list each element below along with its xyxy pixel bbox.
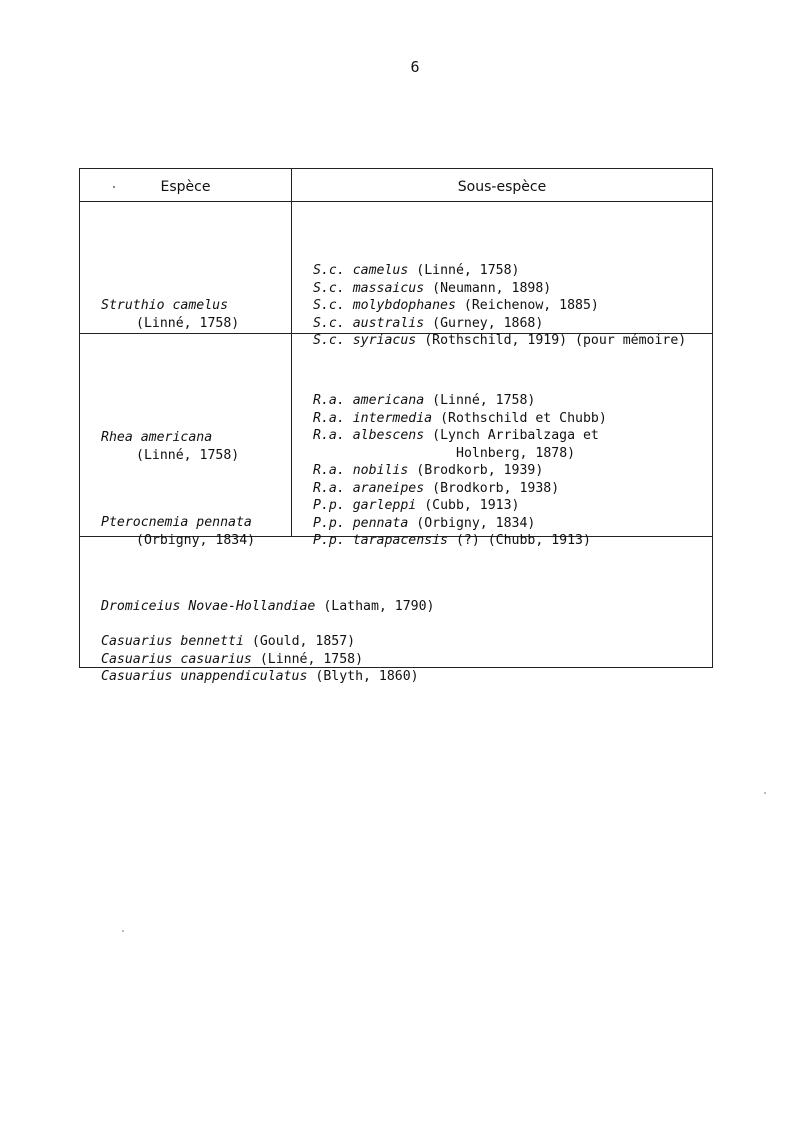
subspecies-name: nobilis <box>352 463 409 478</box>
subspecies-name: araneipes <box>352 480 425 496</box>
species-author: (Linné, 1758) <box>136 447 240 463</box>
header-subspecies: Sous-espèce <box>457 179 547 195</box>
species-row <box>101 668 434 686</box>
subspecies-author: (?) (Chubb, 1913) <box>455 533 591 548</box>
page-number: 6 <box>410 58 420 76</box>
subspecies-name: australis <box>352 315 425 331</box>
species-author: (Blyth, 1860) <box>315 669 419 684</box>
species-author: (Linné, 1758) <box>136 315 240 331</box>
species-author: (Gould, 1857) <box>251 634 356 649</box>
spacer <box>101 616 434 634</box>
subspecies-author: (Brodkorb, 1939) <box>416 463 544 478</box>
header-divider <box>80 201 712 202</box>
subspecies-prefix: S.c. <box>313 315 345 331</box>
subspecies-row <box>313 427 607 445</box>
subspecies-row <box>313 462 607 480</box>
scan-speck <box>122 930 124 932</box>
header-species: Espèce <box>160 179 211 195</box>
subspecies-row <box>313 262 686 280</box>
subspecies-name: pennata <box>352 515 409 531</box>
species-row <box>101 651 434 669</box>
species-name: Pterocnemia pennata <box>101 515 252 530</box>
column-divider <box>291 169 292 536</box>
subspecies-author: (Orbigny, 1834) <box>416 515 536 531</box>
species-table <box>79 168 713 684</box>
subspecies-author: Holnberg, 1878) <box>456 445 576 461</box>
subspecies-prefix: R.a. <box>313 428 345 443</box>
subspecies-row <box>313 280 686 298</box>
subspecies-prefix: S.c. <box>313 333 345 348</box>
subspecies-prefix: R.a. <box>313 393 345 408</box>
scan-speck <box>764 792 766 794</box>
subspecies-author: (Linné, 1758) <box>432 393 536 408</box>
species-author: (Latham, 1790) <box>323 599 435 614</box>
species-name: Dromiceius Novae-Hollandiae <box>101 599 316 614</box>
subspecies-name: syriacus <box>352 333 417 348</box>
species-name: Casuarius unappendiculatus <box>101 669 308 684</box>
subspecies-row <box>313 497 607 515</box>
subspecies-name: americana <box>352 393 425 408</box>
subspecies-row <box>313 297 686 315</box>
subspecies-name: albescens <box>352 428 425 443</box>
subspecies-row <box>313 532 607 550</box>
subspecies-prefix: S.c. <box>313 263 345 278</box>
rhea-subspecies-list <box>313 357 607 585</box>
subspecies-row <box>313 410 607 428</box>
subspecies-prefix: R.a. <box>313 463 345 478</box>
species-name: Casuarius bennetti <box>101 634 244 649</box>
subspecies-continuation <box>313 445 607 463</box>
subspecies-author: (Brodkorb, 1938) <box>432 480 560 496</box>
subspecies-author: (Rothschild, 1919) (pour mémoire) <box>424 333 687 348</box>
subspecies-row <box>313 480 607 498</box>
subspecies-row <box>313 315 686 333</box>
subspecies-name: garleppi <box>352 498 417 513</box>
species-name: Struthio camelus <box>101 298 229 313</box>
species-row <box>101 598 434 616</box>
subspecies-author: (Neumann, 1898) <box>432 280 552 296</box>
species-author: (Orbigny, 1834) <box>136 532 256 548</box>
subspecies-prefix: P.p. <box>313 533 345 548</box>
subspecies-author: (Rothschild et Chubb) <box>440 410 607 426</box>
species-name: Casuarius casuarius <box>101 651 252 667</box>
subspecies-author: (Linné, 1758) <box>416 263 520 278</box>
subspecies-row <box>313 392 607 410</box>
subspecies-row <box>313 515 607 533</box>
subspecies-name: camelus <box>352 263 409 278</box>
subspecies-author: (Reichenow, 1885) <box>463 298 599 313</box>
species-name: Rhea americana <box>101 430 213 445</box>
subspecies-author: (Lynch Arribalzaga et <box>432 428 599 443</box>
subspecies-prefix: P.p. <box>313 515 345 531</box>
struthio-species-cell <box>101 262 239 367</box>
subspecies-name: tarapacensis <box>352 533 448 548</box>
subspecies-name: molybdophanes <box>352 298 456 313</box>
species-row <box>101 633 434 651</box>
other-species-block <box>101 563 434 721</box>
subspecies-row <box>313 332 686 350</box>
subspecies-author: (Cubb, 1913) <box>424 498 520 513</box>
subspecies-prefix: S.c. <box>313 280 345 296</box>
subspecies-name: intermedia <box>352 410 433 426</box>
subspecies-author: (Gurney, 1868) <box>432 315 544 331</box>
subspecies-prefix: P.p. <box>313 498 345 513</box>
species-author: (Linné, 1758) <box>259 651 364 667</box>
subspecies-prefix: R.a. <box>313 410 345 426</box>
subspecies-prefix: S.c. <box>313 298 345 313</box>
subspecies-prefix: R.a. <box>313 480 345 496</box>
subspecies-name: massaicus <box>352 280 425 296</box>
